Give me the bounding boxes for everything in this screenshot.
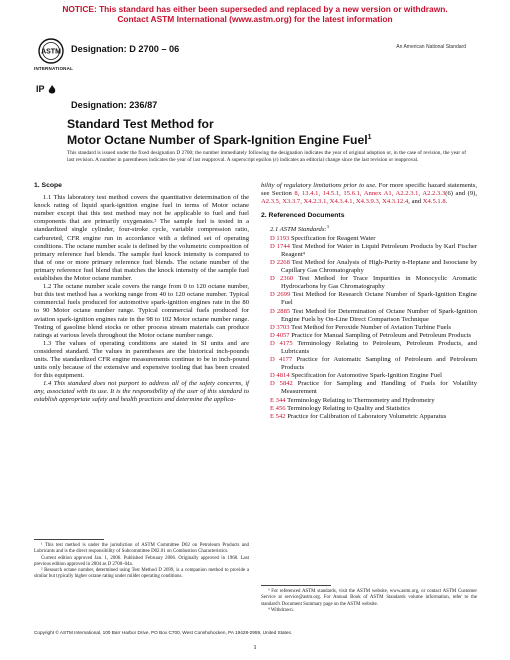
scope-heading: 1. Scope bbox=[34, 182, 62, 189]
astm-standards-sub-text: 2.1 ASTM Standards: bbox=[270, 226, 327, 234]
title-line-2-text: Motor Octane Number of Spark-Ignition Engine Fuel bbox=[67, 133, 368, 148]
reference-code-link[interactable]: D 3703 bbox=[270, 323, 290, 331]
reference-item bbox=[270, 380, 477, 396]
astm-logo-caption: INTERNATIONAL bbox=[34, 66, 74, 71]
scope-1-4-text: 1.4 This standard does not purport to address all of the safety concerns, if any, associated with its use. It is the responsibility of the user of this standard to establish appropriate safety and health practices and determine the applica- bbox=[34, 380, 249, 404]
ip-flame-icon bbox=[47, 85, 57, 94]
reference-title: Test Method for Analysis of High-Purity n-Heptane and Isooctane by Capillary Gas Chromatography bbox=[281, 258, 477, 275]
left-column bbox=[34, 182, 249, 405]
reference-title: Specification for Reagent Water bbox=[291, 234, 376, 242]
ip-designation: Designation: 236/87 bbox=[71, 100, 158, 110]
referenced-documents-list bbox=[261, 235, 477, 421]
reference-code-link[interactable]: E 456 bbox=[270, 404, 286, 412]
page-number: 1 bbox=[253, 644, 257, 651]
copyright-line: Copyright © ASTM International, 100 Barr Harbor Drive, PO Box C700, West Conshohocken, PA 19428-2959, United States. bbox=[34, 630, 293, 635]
ip-logo bbox=[36, 85, 57, 94]
scope-1-4-mid: (6) and (9), bbox=[445, 190, 478, 198]
hazard-section-links-2[interactable]: A2.3.5, X3.3.7, X4.2.3.1, X4.3.4.1, X4.3.9.3, X4.3.12.4 bbox=[261, 198, 409, 206]
reference-title: Test Method for Peroxide Number of Aviation Turbine Fuels bbox=[291, 323, 451, 331]
reference-code-link[interactable]: E 344 bbox=[270, 396, 286, 404]
reference-code-link[interactable]: E 542 bbox=[270, 412, 286, 420]
reference-title: Terminology Relating to Thermometry and Hydrometry bbox=[287, 396, 435, 404]
reference-item bbox=[270, 324, 477, 332]
reference-item bbox=[270, 340, 477, 356]
reference-title: Test Method for Determination of Octane Number of Spark-Ignition Engine Fuels by On-Line Direct Comparison Technique bbox=[281, 307, 477, 323]
reference-title: Practice for Manual Sampling of Petroleum and Petroleum Products bbox=[291, 331, 472, 339]
footnote-1b: Current edition approved Jan. 1, 2006. Published February 2006. Originally approved in 1968. Last previous edition approved in 2004 as D 2700–04a. bbox=[34, 555, 249, 567]
reference-code-link[interactable]: D 4175 bbox=[270, 339, 293, 347]
national-standard-label: An American National Standard bbox=[396, 44, 466, 50]
footnote-2: ² Research octane number, determined using Test Method D 2699, is a companion method to provide a similar but typically higher octane rating under milder operating conditions. bbox=[34, 568, 249, 580]
reference-code-link[interactable]: D 4057 bbox=[270, 331, 290, 339]
footnote-rule-right bbox=[261, 585, 331, 586]
scope-1-4-end: . bbox=[445, 198, 448, 206]
reference-code-link[interactable]: D 1193 bbox=[270, 234, 290, 242]
footnote-3: ³ For referenced ASTM standards, visit the ASTM website, www.astm.org, or contact ASTM Customer Service at service@astm.org. For Annual Book of ASTM Standards volume information, refer to the standard's Document Summary page on the ASTM website. bbox=[261, 589, 477, 607]
hazard-section-link-3[interactable]: X4.5.1.8 bbox=[422, 198, 446, 206]
reference-item bbox=[270, 308, 477, 324]
footnote-rule-left bbox=[34, 539, 104, 540]
astm-standards-subheading bbox=[261, 223, 477, 234]
reference-code-link[interactable]: D 2360 bbox=[270, 275, 294, 283]
scope-1-4-continued bbox=[261, 182, 477, 206]
title-line-2 bbox=[67, 131, 372, 147]
reference-item bbox=[270, 413, 477, 421]
reference-title: Practice for Sampling and Handling of Fuels for Volatility Measurement bbox=[281, 380, 477, 396]
reference-item bbox=[270, 356, 477, 372]
withdrawn-notice bbox=[0, 4, 510, 24]
title-line-1: Standard Test Method for bbox=[67, 117, 214, 131]
footnotes-left bbox=[34, 543, 249, 581]
footnotes-right bbox=[261, 589, 477, 614]
reference-code-link[interactable]: D 4814 bbox=[270, 372, 290, 380]
reference-item bbox=[270, 291, 477, 307]
reference-code-link[interactable]: D 2885 bbox=[270, 307, 291, 315]
references-heading: 2. Referenced Documents bbox=[261, 212, 345, 220]
reference-title: Practice for Calibration of Laboratory Volumetric Apparatus bbox=[287, 412, 447, 420]
reference-title: Specification for Automotive Spark-Ignition Engine Fuel bbox=[291, 372, 442, 380]
reference-item bbox=[270, 405, 477, 413]
reference-item bbox=[270, 259, 477, 275]
reference-title: Test Method for Water in Liquid Petroleum Products by Karl Fischer Reagent⁴ bbox=[281, 242, 477, 258]
issuance-note: This standard is issued under the fixed designation D 2700; the number immediately following the designation indicates the year of original adoption or, in the case of revision, the year of last revision. A number in parentheses indicates the year of last reapproval. A superscript epsilon (ε) indicates an editorial change since the last revision or reapproval. bbox=[67, 150, 466, 164]
svg-text:ASTM: ASTM bbox=[41, 48, 61, 56]
astm-standards-sup: 3 bbox=[326, 224, 329, 230]
footnote-4: ⁴ Withdrawn. bbox=[268, 607, 294, 613]
reference-code-link[interactable]: D 4177 bbox=[270, 356, 293, 364]
footnote-1: ¹ This test method is under the jurisdiction of ASTM Committee D02 on Petroleum Products and Lubricants and is the direct responsibility of Subcommittee D02.01 on Combustion Characteristics. bbox=[34, 543, 249, 555]
document-title bbox=[67, 117, 372, 147]
reference-item bbox=[270, 243, 477, 259]
reference-item bbox=[270, 372, 477, 380]
right-column bbox=[261, 182, 477, 421]
title-footnote-mark: 1 bbox=[367, 134, 372, 141]
scope-1-3: 1.3 The values of operating conditions are stated in SI units and are considered standard. The values in parentheses are the historical inch-pounds units. The standardized CFR engine measurements continue to be in inch-pound units only because of the extensive and expensive tooling that has been created for this equipment. bbox=[34, 339, 249, 380]
scope-1-2: 1.2 The octane number scale covers the range from 0 to 120 octane number, but this test method has a working range from 40 to 120 octane number. Typical commercial fuels produced for automotive spark-ignition engines rate in the 80 to 90 Motor octane number range. Typical commercial fuels produced for aviation spark-ignition engines rate in the 98 to 102 Motor octane number range. Testing of gasoline blend stocks or other process stream materials can produce ratings at various levels throughout the Motor octane number range. bbox=[34, 283, 249, 339]
reference-code-link[interactable]: D 1744 bbox=[270, 242, 290, 250]
reference-code-link[interactable]: D 5842 bbox=[270, 380, 293, 388]
scope-1-4 bbox=[34, 380, 249, 404]
scope-1-4-and: , and bbox=[408, 198, 423, 206]
notice-line-2: Contact ASTM International (www.astm.org) for the latest information bbox=[117, 14, 393, 24]
scope-1-4-tail: For more specific hazard statements, see Section bbox=[261, 182, 477, 198]
reference-title: Terminology Relating to Quality and Statistics bbox=[287, 404, 410, 412]
ip-logo-text: IP bbox=[36, 84, 45, 94]
hazard-section-links[interactable]: 8, 13.4.1, 14.5.1, 15.6.1, Annex A1, A2.2.3.1, A2.2.3.3 bbox=[294, 190, 446, 198]
astm-designation: Designation: D 2700 – 06 bbox=[71, 44, 180, 54]
scope-1-1: 1.1 This laboratory test method covers the quantitative determination of the knock rating of liquid spark-ignition engine fuel in terms of Motor octane number except that this test method may not be applicable to fuel and fuel components that are primarily oxygenates.² The sample fuel is tested in a standardized single cylinder, four-stroke cycle, variable compression ratio, carbureted, CFR engine run in accordance with a defined set of operating conditions. The octane number scale is defined by the volumetric composition of primary reference fuel blends. The sample fuel knock intensity is compared to that of one or more primary reference fuel blends. The octane number of the primary reference fuel blend that matches the knock intensity of the sample fuel establishes the Motor octane number. bbox=[34, 194, 249, 283]
scope-1-4-cont-italic: bility of regulatory limitations prior to use. bbox=[261, 182, 377, 189]
reference-code-link[interactable]: D 2268 bbox=[270, 258, 290, 266]
reference-title: Practice for Automatic Sampling of Petroleum and Petroleum Products bbox=[281, 356, 477, 372]
reference-title: Terminology Relating to Petroleum, Petroleum Products, and Lubricants bbox=[281, 339, 477, 355]
notice-line-1: NOTICE: This standard has either been superseded and replaced by a new version or withdrawn. bbox=[62, 4, 448, 14]
reference-title: Test Method for Research Octane Number of Spark-Ignition Engine Fuel bbox=[281, 291, 477, 307]
reference-title: Test Method for Trace Impurities in Monocyclic Aromatic Hydrocarbons by Gas Chromatography bbox=[281, 275, 478, 291]
reference-item bbox=[270, 275, 477, 291]
reference-code-link[interactable]: D 2699 bbox=[270, 291, 291, 299]
reference-item bbox=[270, 397, 477, 405]
reference-item bbox=[270, 235, 477, 243]
reference-item bbox=[270, 332, 477, 340]
astm-logo-icon bbox=[38, 38, 64, 64]
